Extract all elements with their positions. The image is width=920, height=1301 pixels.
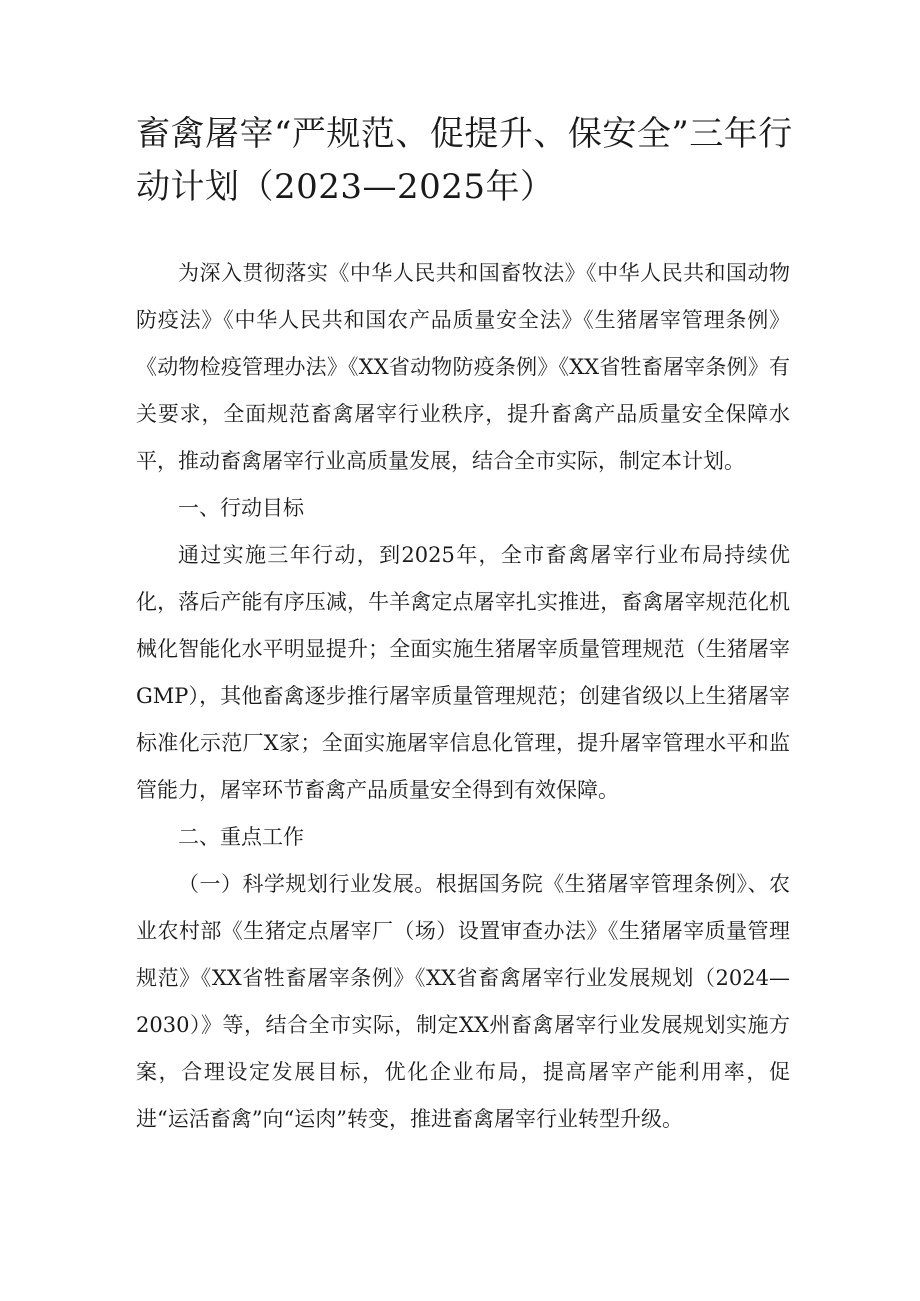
goals-paragraph: 通过实施三年行动，到2025年，全市畜禽屠宰行业布局持续优化，落后产能有序压减，牛羊禽定点屠宰扎实推进，畜禽屠宰规范化机械化智能化水平明显提升；全面实施生猪屠宰质量管理规范（生猪屠宰GMP），其他畜禽逐步推行屠宰质量管理规范；创建省级以上生猪屠宰标准化示范厂X家；全面实施屠宰信息化管理，提升屠宰管理水平和监管能力，屠宰环节畜禽产品质量安全得到有效保障。 (136, 543, 790, 802)
document-body (136, 250, 790, 1143)
intro-paragraph: 为深入贯彻落实《中华人民共和国畜牧法》《中华人民共和国动物防疫法》《中华人民共和国农产品质量安全法》《生猪屠宰管理条例》《动物检疫管理办法》《XX省动物防疫条例》《XX省牲畜屠宰条例》有关要求，全面规范畜禽屠宰行业秩序，提升畜禽产品质量安全保障水平，推动畜禽屠宰行业高质量发展，结合全市实际，制定本计划。 (136, 261, 790, 473)
section-heading-key-work: 二、重点工作 (178, 825, 304, 849)
document-title: 畜禽屠宰“严规范、促提升、保安全”三年行动计划（2023—2025年） (136, 114, 793, 207)
key-work-paragraph-1: （一）科学规划行业发展。根据国务院《生猪屠宰管理条例》、农业农村部《生猪定点屠宰厂（场）设置审查办法》《生猪屠宰质量管理规范》《XX省牲畜屠宰条例》《XX省畜禽屠宰行业发展规划（2024—2030）》等，结合全市实际，制定XX州畜禽屠宰行业发展规划实施方案，合理设定发展目标，优化企业布局，提高屠宰产能利用率，促进“运活畜禽”向“运肉”转变，推进畜禽屠宰行业转型升级。 (136, 872, 790, 1131)
section-heading-goals: 一、行动目标 (178, 496, 304, 520)
